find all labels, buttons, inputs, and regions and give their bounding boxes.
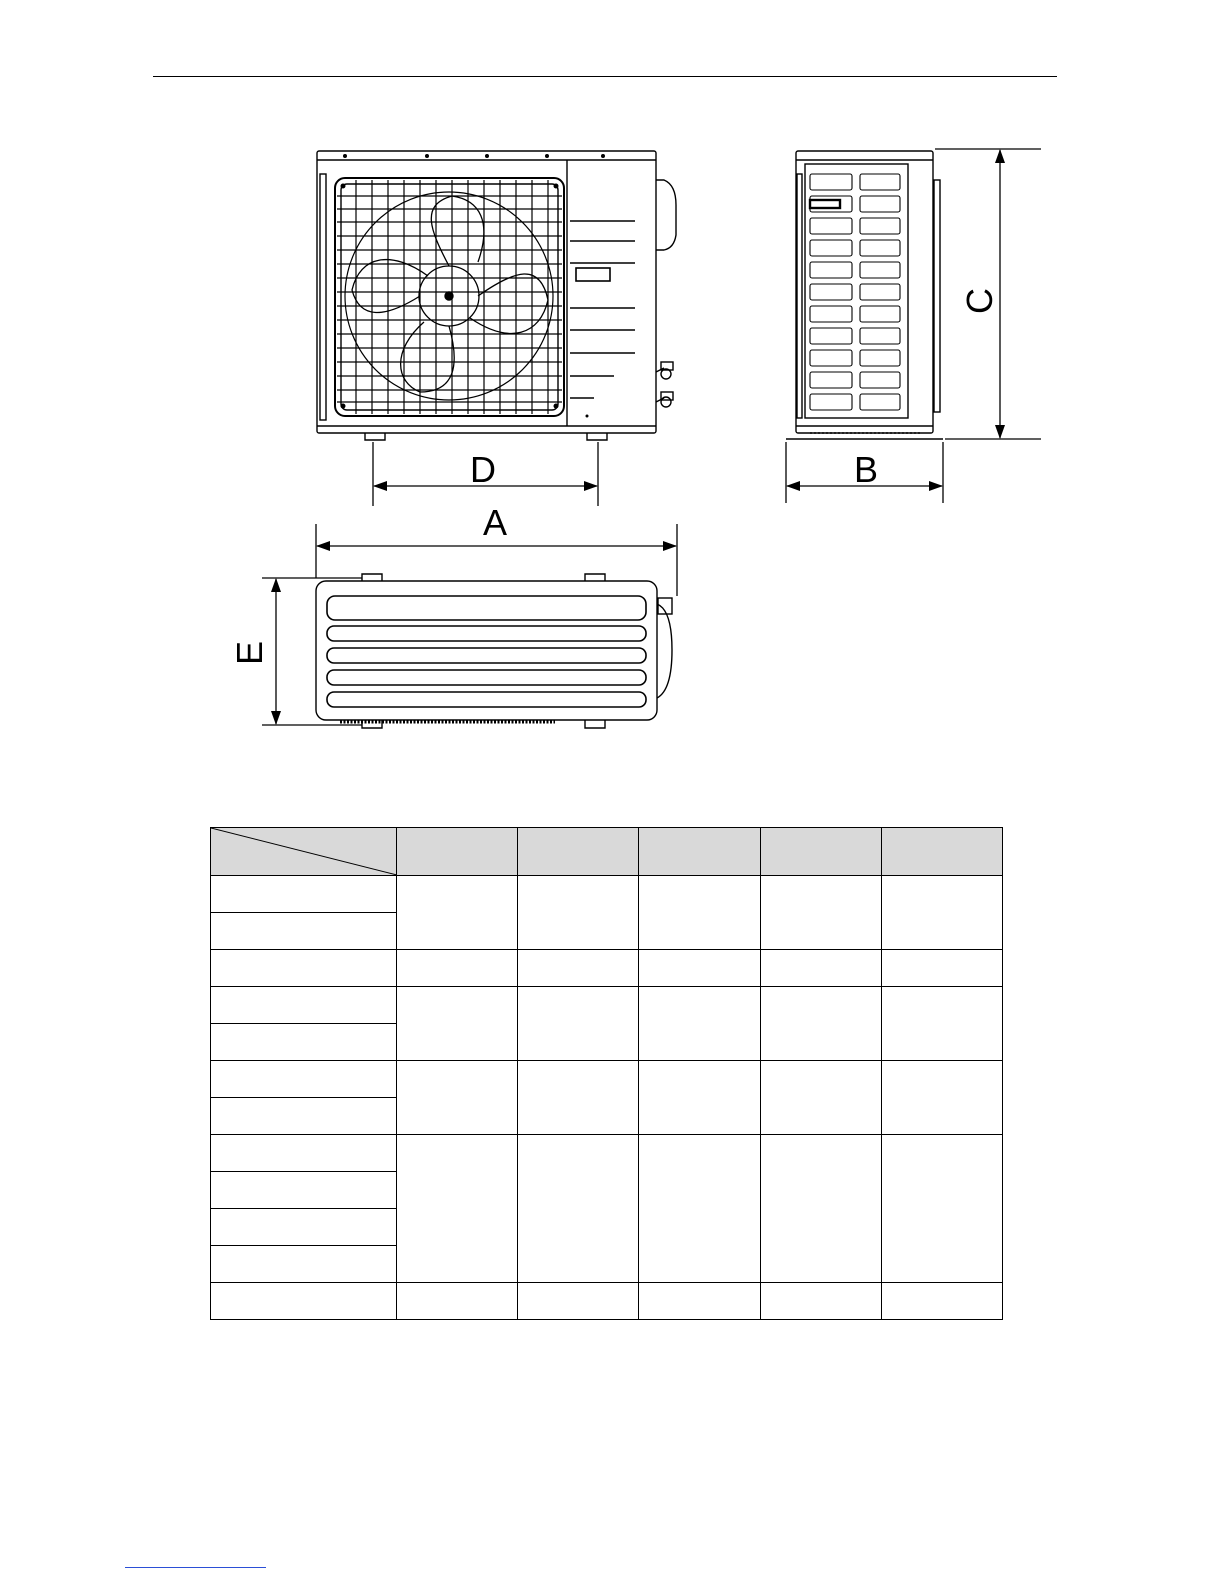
table-row-label <box>211 1135 397 1172</box>
table-row-label <box>211 1283 397 1320</box>
table-cell <box>639 1061 761 1135</box>
table-cell <box>518 987 639 1061</box>
footer-link-underline[interactable] <box>125 1567 266 1568</box>
top-view <box>316 574 672 728</box>
table-row-label <box>211 950 397 987</box>
table-cell <box>761 876 882 950</box>
table-row-label <box>211 1024 397 1061</box>
table-header-cell <box>397 828 518 876</box>
table-row <box>211 1283 1003 1320</box>
table-row-label <box>211 1172 397 1209</box>
table-cell <box>882 876 1003 950</box>
side-view <box>786 151 943 439</box>
table-cell <box>761 1061 882 1135</box>
table-cell <box>882 1135 1003 1283</box>
table-cell <box>639 987 761 1061</box>
table-header-cell <box>882 828 1003 876</box>
table-cell <box>639 1135 761 1283</box>
table-row <box>211 987 1003 1024</box>
table-cell <box>397 1283 518 1320</box>
table-cell <box>761 1283 882 1320</box>
table-header-cell <box>518 828 639 876</box>
table-row <box>211 950 1003 987</box>
table-header-cell <box>639 828 761 876</box>
table-cell <box>518 950 639 987</box>
table-cell <box>882 1061 1003 1135</box>
table-row-label <box>211 1209 397 1246</box>
table-header-cell <box>761 828 882 876</box>
table-cell <box>639 950 761 987</box>
table-cell <box>639 1283 761 1320</box>
table-cell <box>518 876 639 950</box>
table-cell <box>397 987 518 1061</box>
dimension-label-c: C <box>959 288 1000 314</box>
table-cell <box>518 1283 639 1320</box>
front-view <box>317 151 676 440</box>
table-cell <box>397 1061 518 1135</box>
table-cell <box>518 1135 639 1283</box>
table-row-label <box>211 1061 397 1098</box>
table-cell <box>761 950 882 987</box>
table-row-label <box>211 1098 397 1135</box>
table-cell <box>882 1283 1003 1320</box>
table-cell <box>397 876 518 950</box>
table-row-label <box>211 913 397 950</box>
table-row <box>211 876 1003 913</box>
dimension-label-e: E <box>229 640 270 665</box>
dimension-label-d: D <box>470 449 496 490</box>
table-row <box>211 1135 1003 1172</box>
table-cell <box>518 1061 639 1135</box>
table-row-label <box>211 1246 397 1283</box>
table-corner-cell <box>211 828 397 876</box>
table-cell <box>397 1135 518 1283</box>
table-header-row <box>211 828 1003 876</box>
dimension-spec-table <box>210 827 1003 1320</box>
table-cell <box>761 987 882 1061</box>
table-cell <box>882 987 1003 1061</box>
corner-diagonal <box>211 828 397 875</box>
table-cell <box>882 950 1003 987</box>
table-cell <box>639 876 761 950</box>
dimension-label-b: B <box>854 449 879 490</box>
table-row-label <box>211 987 397 1024</box>
table-row-label <box>211 876 397 913</box>
dimension-label-a: A <box>483 502 508 543</box>
table-cell <box>397 950 518 987</box>
table-cell <box>761 1135 882 1283</box>
table-row <box>211 1061 1003 1098</box>
